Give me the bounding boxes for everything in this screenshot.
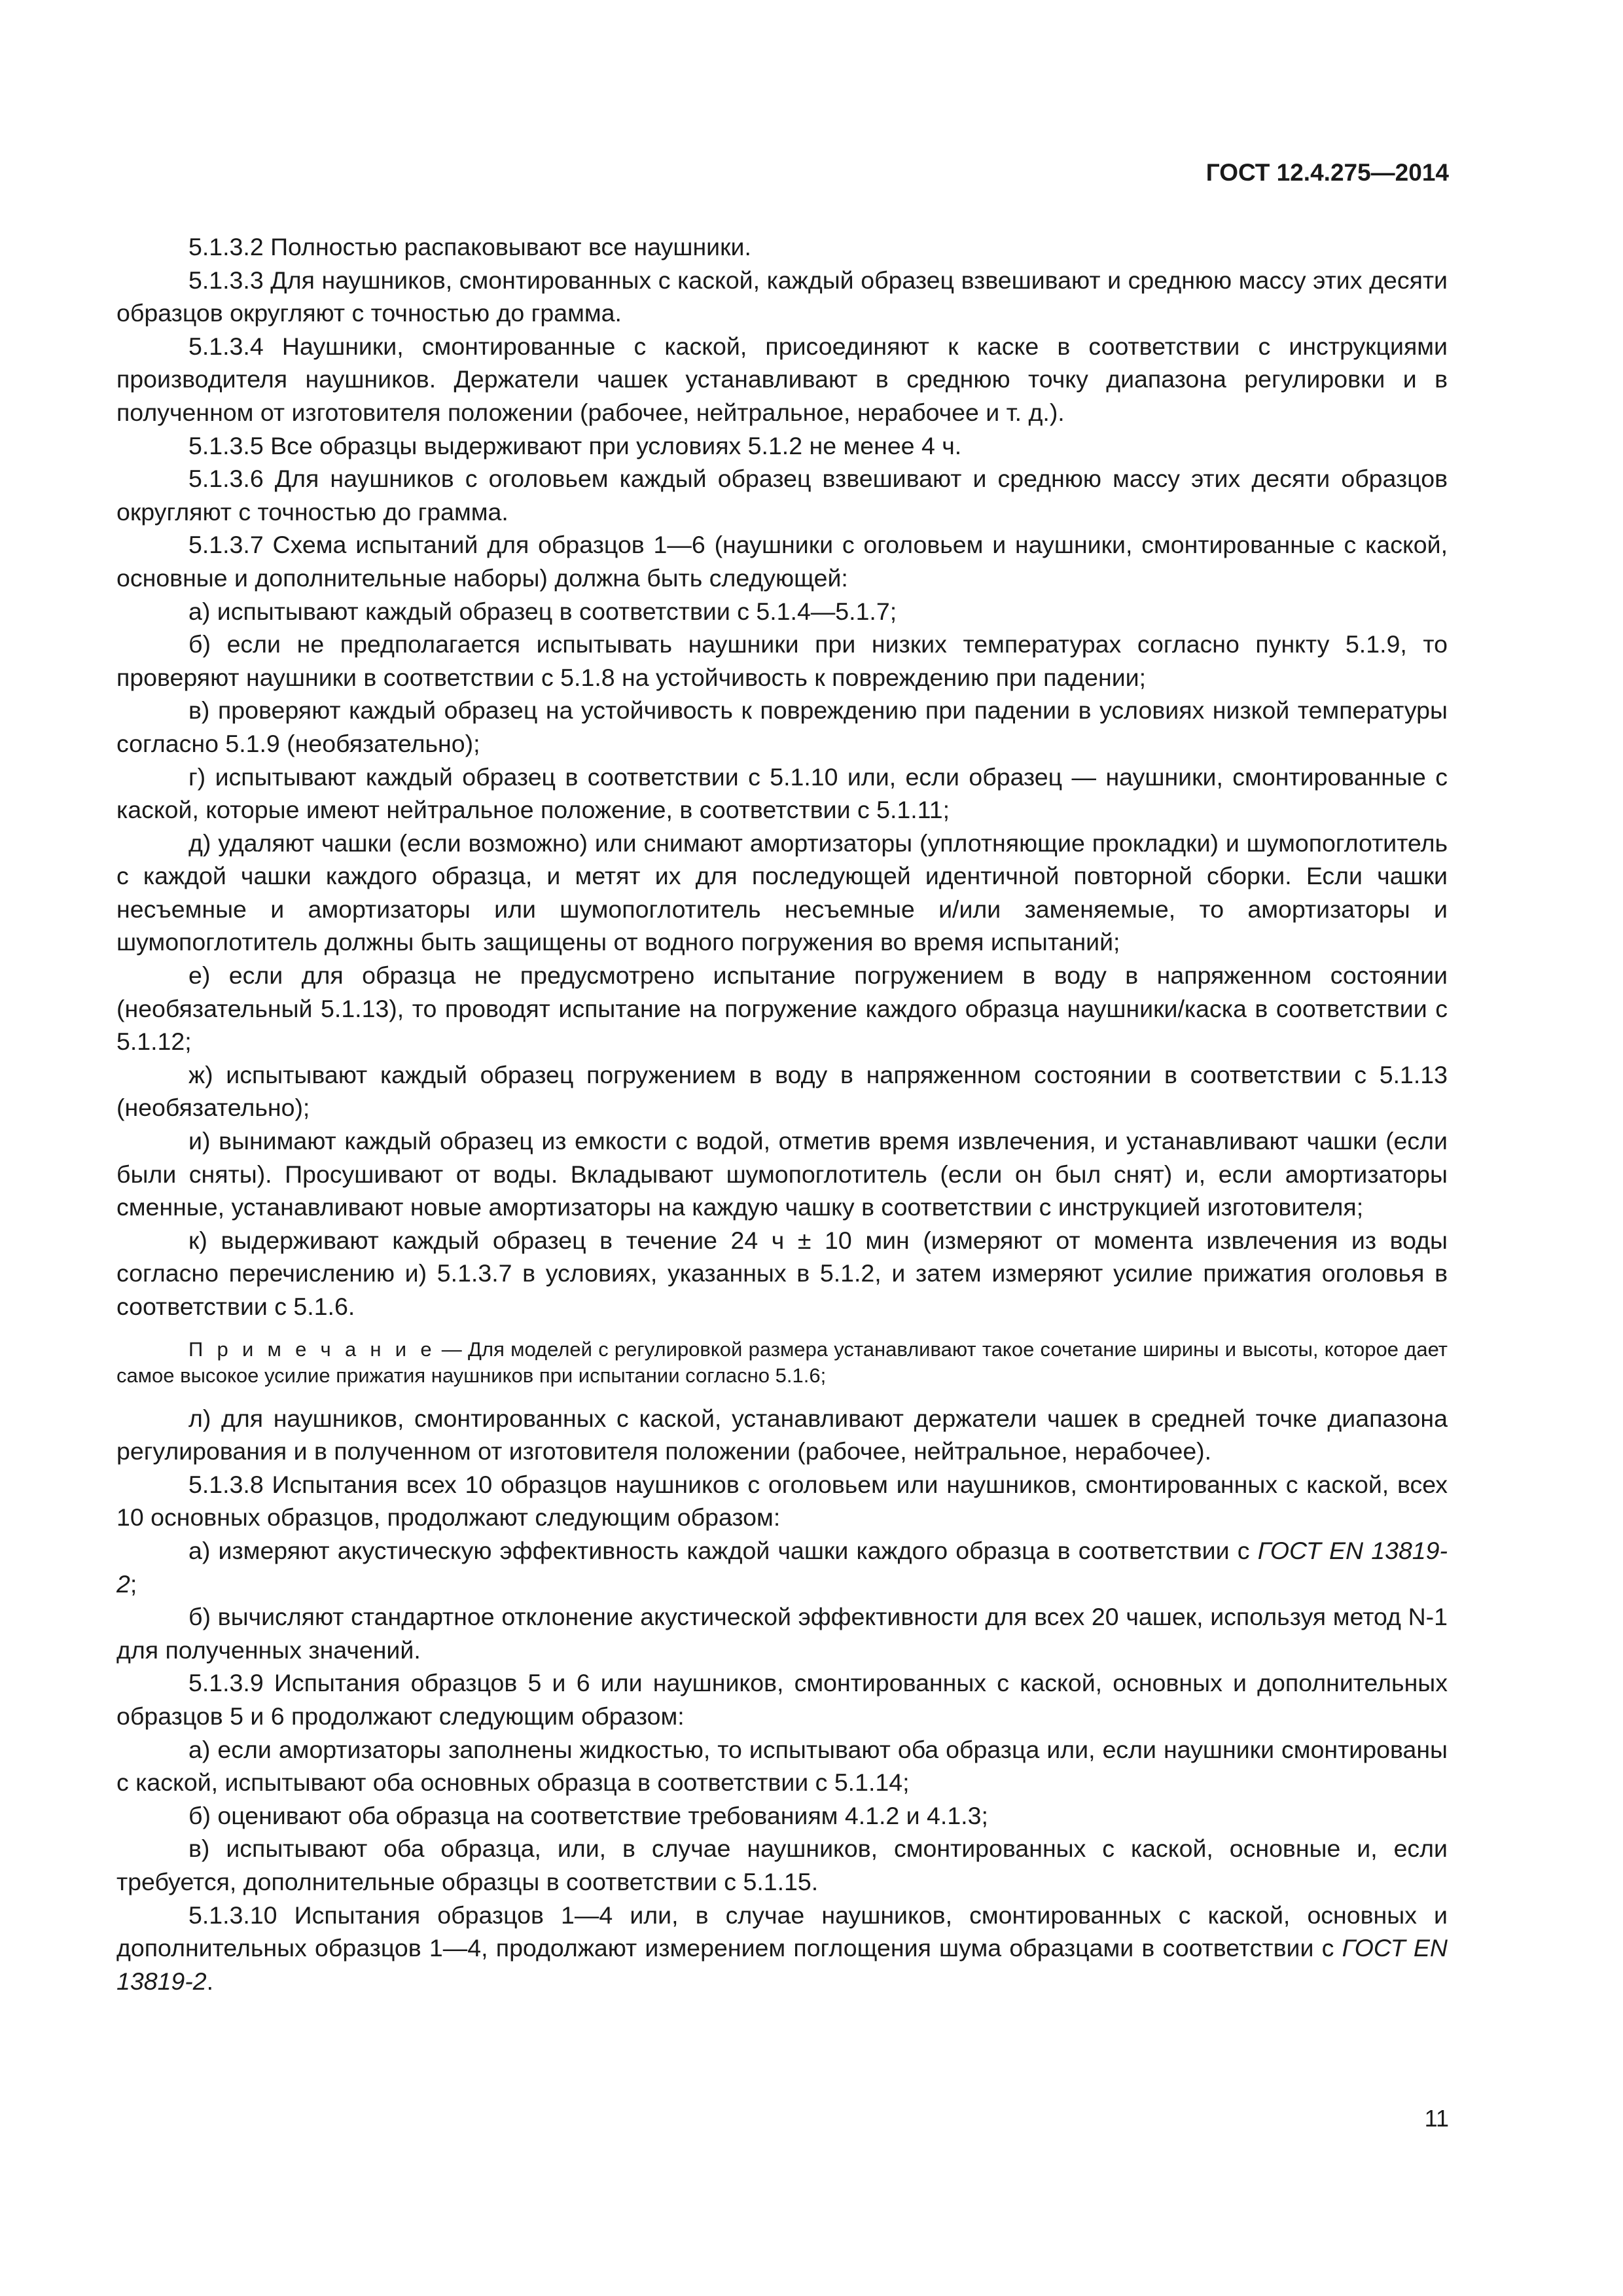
item-end: ;	[130, 1570, 137, 1598]
paragraph: 5.1.3.3 Для наушников, смонтированных с каской, каждый образец взвешивают и среднюю массу этих десяти образцов округляют с точностью до грамма.	[116, 266, 1448, 327]
paragraph: 5.1.3.2 Полностью распаковывают все наушники.	[188, 233, 751, 260]
paragraph: 5.1.3.4 Наушники, смонтированные с каской, присоединяют к каске в соответствии с инструкциями производителя наушников. Держатели чашек устанавливают в среднюю точку диапазона регулировки и в полученном от изготовителя положении (рабочее, нейтральное, нерабочее и т. д.).	[116, 332, 1448, 426]
standard-reference: ГОСТ EN 13819-2	[116, 1536, 1448, 1598]
list-item: ж) испытывают каждый образец погружением в воду в напряженном состоянии в соответствии с 5.1.13 (необязательно);	[116, 1060, 1448, 1122]
standard-reference: ГОСТ EN 13819-2	[116, 1934, 1448, 1995]
list-item: л) для наушников, смонтированных с каской, устанавливают держатели чашек в средней точке диапазона регулирования и в полученном от изготовителя положении (рабочее, нейтральное, нерабочее).	[116, 1404, 1448, 1465]
paragraph	[116, 1899, 1448, 1998]
note	[116, 1336, 1448, 1389]
list-item: г) испытывают каждый образец в соответствии с 5.1.10 или, если образец — наушники, смонтированные с каской, которые имеют нейтральное положение, в соответствии с 5.1.11;	[116, 762, 1448, 824]
list-item: д) удаляют чашки (если возможно) или снимают амортизаторы (уплотняющие прокладки) и шумопоглотитель с каждой чашки каждого образца, и метят их для последующей идентичной повторной сборки. Если чашки несъемные и амортизаторы или шумопоглотитель несъемные и/или заменяемые, то амортизаторы и шумопоглотитель должны быть защищены от водного погружения во время испытаний;	[116, 829, 1448, 956]
note-label: П р и м е ч а н и е	[188, 1337, 436, 1361]
list-item: к) выдерживают каждый образец в течение 24 ч ± 10 мин (измеряют от момента извлечения из воды согласно перечислению и) 5.1.3.7 в условиях, указанных в 5.1.2, и затем измеряют усилие прижатия оголовья в соответствии с 5.1.6.	[116, 1226, 1448, 1320]
list-item: в) испытывают оба образца, или, в случае наушников, смонтированных с каской, основные и, если требуется, дополнительные образцы в соответствии с 5.1.15.	[116, 1835, 1448, 1895]
page-number: 11	[1424, 2105, 1449, 2132]
paragraph: 5.1.3.8 Испытания всех 10 образцов наушников с оголовьем или наушников, смонтированных с каской, всех 10 основных образцов, продолжают следующим образом:	[116, 1470, 1448, 1532]
list-item: и) вынимают каждый образец из емкости с водой, отметив время извлечения, и устанавливают чашки (если были сняты). Просушивают от воды. Вкладывают шумопоглотитель (если он был снят) и, если амортизаторы сменные, устанавливают новые амортизаторы на каждую чашку в соответствии с инструкцией изготовителя;	[116, 1127, 1448, 1221]
paragraph: 5.1.3.5 Все образцы выдерживают при условиях 5.1.2 не менее 4 ч.	[188, 431, 962, 459]
note-text: — Для моделей с регулировкой размера устанавливают такое сочетание ширины и высоты, которое дает самое высокое усилие прижатия наушников при испытании согласно 5.1.6;	[116, 1337, 1448, 1387]
item-text: 5.1.3.10 Испытания образцов 1—4 или, в случае наушников, смонтированных с каской, основных и дополнительных образцов 1—4, продолжают измерением поглощения шума образцами в соответствии с	[116, 1901, 1448, 1962]
list-item	[116, 1534, 1448, 1600]
paragraph: 5.1.3.7 Схема испытаний для образцов 1—6 (наушники с оголовьем и наушники, смонтированные с каской, основные и дополнительные наборы) должна быть следующей:	[116, 531, 1448, 592]
paragraph: 5.1.3.6 Для наушников с оголовьем каждый образец взвешивают и среднюю массу этих десяти образцов округляют с точностью до грамма.	[116, 465, 1448, 526]
document-designation: ГОСТ 12.4.275—2014	[1205, 159, 1449, 186]
list-item: а) испытывают каждый образец в соответствии с 5.1.4—5.1.7;	[188, 597, 897, 625]
list-item: б) если не предполагается испытывать наушники при низких температурах согласно пункту 5.1.9, то проверяют наушники в соответствии с 5.1.8 на устойчивость к повреждению при падении;	[116, 630, 1448, 691]
list-item: в) проверяют каждый образец на устойчивость к повреждению при падении в условиях низкой температуры согласно 5.1.9 (необязательно);	[116, 696, 1448, 757]
paragraph: 5.1.3.9 Испытания образцов 5 и 6 или наушников, смонтированных с каской, основных и дополнительных образцов 5 и 6 продолжают следующим образом:	[116, 1669, 1448, 1730]
list-item: б) оценивают оба образца на соответствие требованиям 4.1.2 и 4.1.3;	[188, 1801, 988, 1829]
list-item: е) если для образца не предусмотрено испытание погружением в воду в напряженном состоянии (необязательный 5.1.13), то проводят испытание на погружение каждого образца наушники/каска в соответствии с 5.1.12;	[116, 961, 1448, 1056]
list-item: б) вычисляют стандартное отклонение акустической эффективности для всех 20 чашек, используя метод N-1 для полученных значений.	[116, 1603, 1448, 1664]
list-item: а) если амортизаторы заполнены жидкостью, то испытывают оба образца или, если наушники смонтированы с каской, испытывают оба основных образца в соответствии с 5.1.14;	[116, 1735, 1448, 1797]
item-text: а) измеряют акустическую эффективность каждой чашки каждого образца в соответствии с	[188, 1536, 1258, 1564]
document-body	[116, 230, 1448, 1998]
item-end: .	[206, 1967, 214, 1995]
